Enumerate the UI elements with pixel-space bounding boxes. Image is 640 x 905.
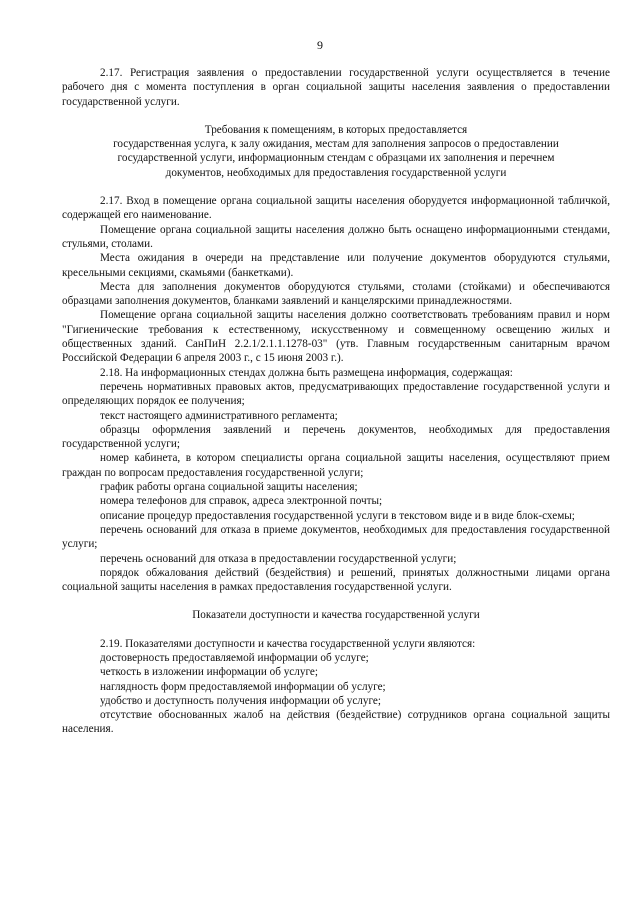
- paragraph-filling-places: Места для заполнения документов оборудуются стульями, столами (стойками) и обеспечиваются образцами заполнения документов, бланками заявлений и канцелярскими принадлежностями.: [62, 280, 610, 308]
- heading-rooms-line-2: государственная услуга, к залу ожидания, местам для заполнения запросов о предоставлении: [113, 138, 559, 151]
- paragraph-2-17-registration: 2.17. Регистрация заявления о предоставлении государственной услуги осуществляется в течение рабочего дня с момента поступления в орган социальной защиты населения заявления о предоставлении государственной услуги.: [62, 67, 610, 108]
- list-item-refusal-acceptance: перечень оснований для отказа в приеме документов, необходимых для предоставления государственной услуги;: [62, 523, 610, 551]
- paragraph-2-18-stands: 2.18. На информационных стендах должна быть размещена информация, содержащая:: [100, 366, 513, 379]
- list-item-appeal-procedure: порядок обжалования действий (бездействия) и решений, принятых должностными лицами органа социальной защиты населения в рамках предоставления государственной услуги.: [62, 566, 610, 594]
- list-item-application-samples: образцы оформления заявлений и перечень документов, необходимых для предоставления государственной услуги;: [62, 423, 610, 451]
- list-item-clarity: четкость в изложении информации об услуге;: [100, 666, 318, 679]
- list-item-phone-numbers: номера телефонов для справок, адреса электронной почты;: [100, 495, 383, 508]
- section-heading-rooms: [62, 123, 610, 180]
- list-item-regulation-text: текст настоящего административного регламента;: [100, 409, 338, 422]
- heading-rooms-line-4: документов, необходимых для предоставления государственной услуги: [165, 166, 507, 179]
- list-item-legal-acts: перечень нормативных правовых актов, предусматривающих предоставление государственной услуги и определяющих порядок ее получения;: [62, 380, 610, 408]
- paragraph-2-19-indicators: 2.19. Показателями доступности и качества государственной услуги являются:: [100, 637, 476, 650]
- paragraph-sanpin: Помещение органа социальной защиты населения должно соответствовать требованиям правил и норм "Гигиенические требования к естественному, искусственному и совмещенному освещению жилых и общественных зданий. СанПиН 2.2.1/2.1.1.1278-03" (утв. Главным государственным санитарным врачом Российской Федерации 6 апреля 2003 г., с 15 июня 2003 г.).: [62, 309, 610, 365]
- list-item-reliability: достоверность предоставляемой информации об услуге;: [100, 651, 369, 664]
- list-item-office-number: номер кабинета, в котором специалисты органа социальной защиты населения, осуществляют прием граждан по вопросам предоставления государственной услуги;: [62, 452, 610, 479]
- paragraph-waiting-places: Места ожидания в очереди на представление или получение документов оборудуются стульями, кресельными секциями, скамьями (банкетками).: [62, 252, 610, 279]
- heading-rooms-line-1: Требования к помещениям, в которых предоставляется: [204, 123, 468, 136]
- paragraph-entrance: 2.17. Вход в помещение органа социальной защиты населения оборудуется информационной табличкой, содержащей его наименование.: [62, 195, 610, 222]
- list-item-work-schedule: график работы органа социальной защиты населения;: [100, 481, 358, 494]
- list-item-accessibility: удобство и доступность получения информации об услуге;: [100, 694, 381, 707]
- list-item-refusal-service: перечень оснований для отказа в предоставлении государственной услуги;: [100, 552, 457, 565]
- paragraph-equipment: Помещение органа социальной защиты населения должно быть оснащено информационными стендами, стульями, столами.: [62, 223, 610, 250]
- list-item-visibility: наглядность форм предоставляемой информации об услуге;: [100, 680, 386, 693]
- document-body: [62, 66, 610, 737]
- page-number: 9: [317, 38, 323, 52]
- section-heading-quality: Показатели доступности и качества государственной услуги: [192, 609, 480, 622]
- list-item-no-complaints: отсутствие обоснованных жалоб на действия (бездействие) сотрудников органа социальной защиты населения.: [62, 709, 610, 736]
- heading-rooms-line-3: государственной услуги, информационным стендам с образцами их заполнения и перечнем: [117, 152, 555, 165]
- list-item-procedure-description: описание процедур предоставления государственной услуги в текстовом виде и в виде блок-схемы;: [100, 509, 575, 522]
